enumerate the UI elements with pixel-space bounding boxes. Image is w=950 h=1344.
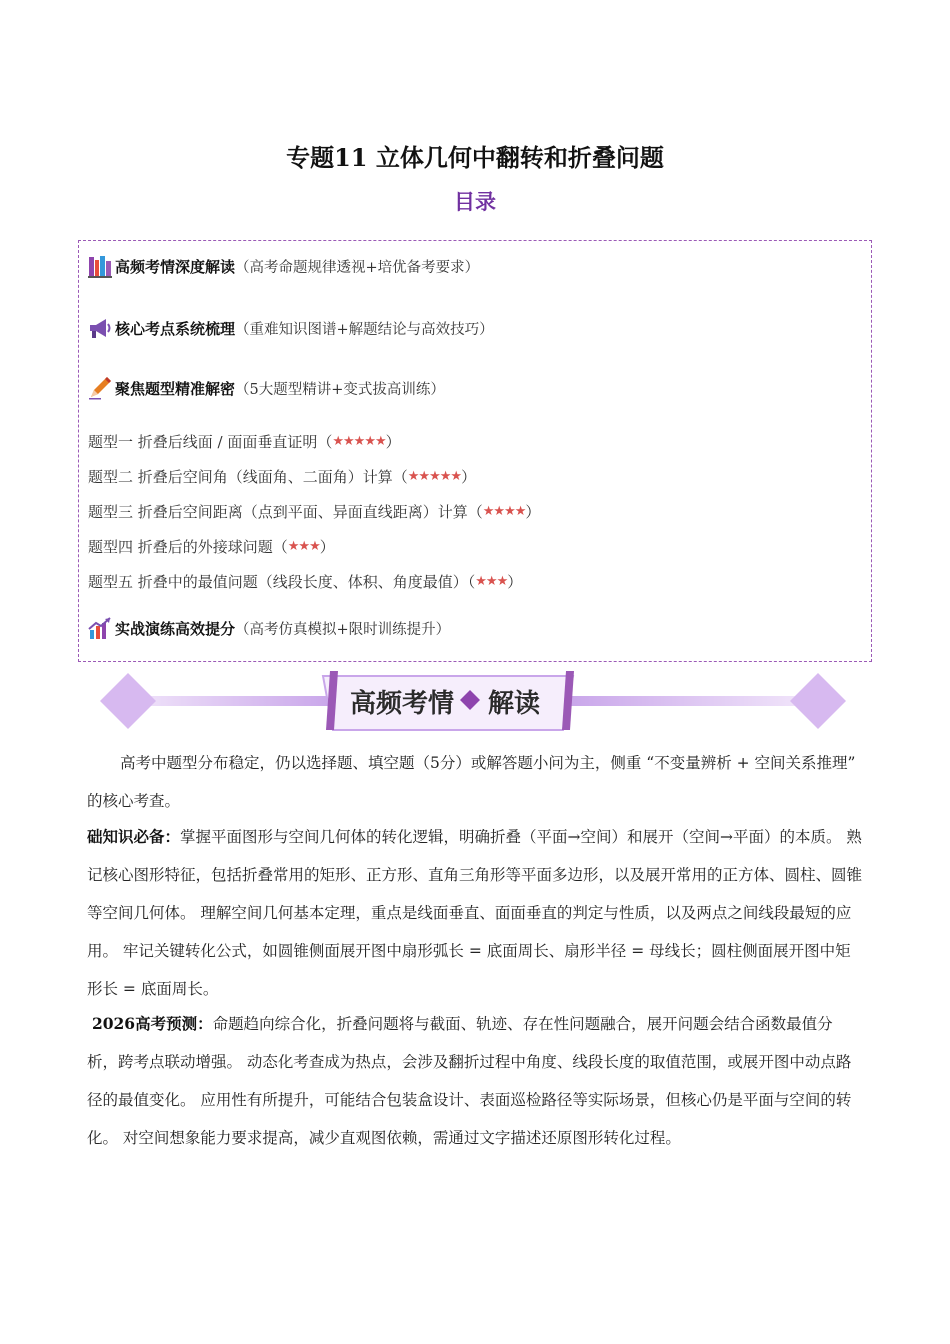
basics-text: 掌握平面图形与空间几何体的转化逻辑，明确折叠（平面→空间）和展开（空间→平面）的本质。 熟记核心图形特征，包括折叠常用的矩形、正方形、直角三角形等平面多边形，以及展开常用的正方体、圆柱、圆锥等空间几何体。 理解空间几何基本定理，重点是线面垂直、面面垂直的判定与性质，以及两点之间线段最短的应用。 牢记关键转化公式，如圆锥侧面展开图中扇形弧长 = 底面周长、扇形半径 = 母线长；圆柱侧面展开图中矩形长 = 底面周长。 [87,828,863,998]
toc-section-4[interactable]: 实战演练高效提分 （高考仿真模拟+限时训练提升） [87,615,450,641]
table-of-contents [78,240,872,662]
basics-paragraph [87,818,863,1008]
toc-item-2[interactable]: 题型二 折叠后空间角（线面角、二面角）计算（ ★★★★★ ） [88,468,477,486]
forecast-paragraph [87,1005,863,1157]
toc-section-3[interactable]: 聚焦题型精准解密 （5大题型精讲+变式拔高训练） [87,375,445,401]
megaphone-icon [87,315,113,341]
books-icon [87,253,113,279]
toc-item-5[interactable]: 题型五 折叠中的最值问题（线段长度、体积、角度最值）（ ★★★ ） [88,573,523,591]
forecast-label: 2026高考预测： [91,1014,213,1033]
rating-stars: ★★★★★ [407,469,462,484]
forecast-text: 命题趋向综合化，折叠问题将与截面、轨迹、存在性问题融合，展开问题会结合函数最值分析，跨考点联动增强。 动态化考查成为热点，会涉及翻折过程中角度、线段长度的取值范围，或展开图中动点路径的最值变化。 应用性有所提升，可能结合包装盒设计、表面巡检路径等实际场景，但核心仍是平面与空间的转化。 对空间想象能力要求提高，减少直观图依赖，需通过文字描述还原图形转化过程。 [87,1015,852,1147]
toc-section-1[interactable]: 高频考情深度解读 （高考命题规律透视+培优备考要求） [87,253,479,279]
basics-label: 础知识必备： [87,827,181,846]
rating-stars: ★★★ [287,539,320,554]
section-banner [98,668,850,738]
banner-title-right: 解读 [488,689,541,719]
toc-item-3[interactable]: 题型三 折叠后空间距离（点到平面、异面直线距离）计算（ ★★★★ ） [88,503,541,521]
growth-chart-icon [87,615,113,641]
toc-item-4[interactable]: 题型四 折叠后的外接球问题（ ★★★ ） [88,538,335,556]
rating-stars: ★★★ [475,574,508,589]
banner-title-left: 高频考情 [350,689,455,719]
toc-item-1[interactable]: 题型一 折叠后线面 / 面面垂直证明（ ★★★★★ ） [88,433,401,451]
intro-paragraph: 高考中题型分布稳定，仍以选择题、填空题（5分）或解答题小问为主，侧重 “不变量辨析 + 空间关系推理” 的核心考查。 [87,754,856,810]
rating-stars: ★★★★ [482,504,526,519]
page-title: 专题11 立体几何中翻转和折叠问题 [286,143,664,172]
toc-section-2[interactable]: 核心考点系统梳理 （重难知识图谱+解题结论与高效技巧） [87,315,494,341]
pencil-icon [87,375,113,401]
toc-heading: 目录 [454,189,496,214]
rating-stars: ★★★★★ [332,434,386,449]
